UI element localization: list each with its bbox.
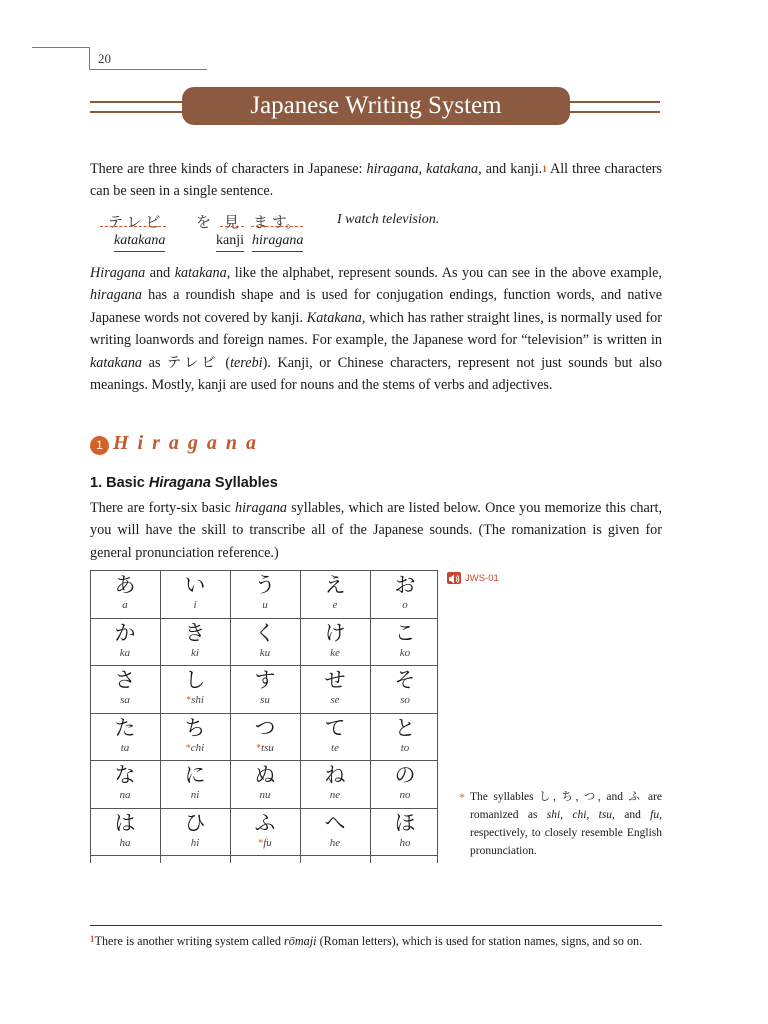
hiragana-cell (230, 713, 300, 760)
romanization: *shi (186, 694, 204, 706)
romanization: hi (190, 836, 200, 849)
romanization: so (400, 694, 410, 706)
syllables-paragraph: There are forty-six basic hiragana syllables, which are listed below. Once you memorize this chart, you will have the skill to transcribe all of the Japanese sounds. (The romanization is given for general pronunciation reference.) (90, 500, 662, 561)
hiragana-cell (160, 665, 230, 712)
hiragana-character: き (184, 620, 206, 645)
hiragana-cell (370, 713, 440, 760)
header-rule-bottom (89, 69, 207, 70)
example-translation: I watch television. (337, 212, 440, 227)
subsection-title: 1. Basic Hiragana Syllables (90, 475, 278, 491)
hiragana-character: か (114, 620, 136, 645)
hiragana-character: ね (324, 763, 346, 787)
label-hiragana: hiragana (252, 233, 303, 249)
romanization: na (119, 789, 131, 801)
romanization: to (400, 741, 410, 754)
romanization: u (262, 599, 268, 611)
hiragana-cell (90, 713, 160, 760)
example-underline-katakana (100, 226, 166, 227)
hiragana-cell (230, 760, 300, 807)
header-rule-corner (89, 47, 90, 69)
side-note: The syllables し, ち, つ, and ふ are romanized as shi, chi, tsu, and fu, respectively, to closely resemble English pronunciation. (470, 791, 662, 857)
romanization: ke (330, 646, 340, 659)
explanation-paragraph: Hiragana and katakana, like the alphabet, represent sounds. As you can see in the above example, hiragana has a roundish shape and is used for conjugation endings, function words, and native Japanese words not covered by kanji. Katakana, which has rather straight lines, is normally used for writing loanwords and foreign names. For example, the Japanese word for “television” is written in katakana as テレビ (terebi). Kanji, or Chinese characters, represent not just sounds but also meanings. Mostly, kanji are used for nouns and the stems of verbs and adjectives. (90, 265, 662, 394)
hiragana-cell (90, 570, 160, 617)
hiragana-cell (300, 808, 370, 855)
romanization: ku (259, 646, 271, 659)
hiragana-character: は (114, 810, 136, 835)
hiragana-cell (160, 808, 230, 855)
speaker-icon[interactable] (447, 572, 461, 584)
grid-row-line (90, 855, 438, 856)
hiragana-cell (300, 570, 370, 617)
romanization-star: * (185, 742, 191, 754)
hiragana-character: す (254, 668, 276, 692)
romanization: ni (190, 789, 200, 801)
hiragana-cell (300, 760, 370, 807)
example-particle: を (196, 215, 212, 231)
romanization-star: * (256, 742, 262, 754)
example-underline-hiragana (251, 226, 303, 227)
footnote-divider (90, 925, 662, 926)
romanization: ka (119, 646, 131, 659)
romanization: *fu (258, 836, 272, 849)
label-kanji: kanji (216, 233, 244, 249)
intro-paragraph: There are three kinds of characters in Japanese: hiragana, katakana, and kanji.$^1$ All three characters can be seen in a single sentence. (90, 161, 662, 200)
hiragana-character: せ (324, 668, 346, 692)
hiragana-cell (160, 618, 230, 665)
hiragana-character: へ (324, 810, 346, 835)
romanization: *chi (185, 741, 205, 754)
hiragana-character: に (184, 763, 206, 787)
header-rule-left (32, 47, 90, 48)
example-katakana: テ レ ビ (108, 215, 161, 231)
hiragana-cell (230, 665, 300, 712)
romanization: ha (119, 836, 131, 849)
hiragana-cell (160, 713, 230, 760)
hiragana-character: つ (254, 715, 276, 740)
romanization: a (122, 599, 128, 611)
hiragana-cell (90, 618, 160, 665)
romanization: te (331, 741, 339, 754)
hiragana-cell (300, 665, 370, 712)
romanization: sa (120, 694, 130, 706)
hiragana-cell (90, 760, 160, 807)
romanization: ko (399, 646, 411, 659)
label-katakana: katakana (114, 233, 165, 249)
hiragana-character: て (324, 715, 346, 740)
hiragana-character: し (184, 668, 206, 692)
romanization: no (399, 789, 411, 801)
hiragana-character: ち (184, 715, 206, 740)
hiragana-character: そ (394, 668, 416, 692)
romanization: i (193, 599, 197, 611)
example-kanji: 見 (224, 215, 240, 231)
hiragana-cell (370, 808, 440, 855)
hiragana-cell (90, 808, 160, 855)
audio-track-label[interactable]: JWS-01 (465, 573, 499, 584)
hiragana-character: ぬ (254, 763, 276, 787)
hiragana-character: う (254, 573, 276, 597)
romanization: nu (259, 789, 271, 801)
page-number: 20 (98, 51, 111, 66)
page-title: Japanese Writing System (182, 87, 570, 125)
hiragana-cell (90, 665, 160, 712)
hiragana-character: お (394, 573, 416, 597)
hiragana-chart (90, 570, 438, 866)
hiragana-character: こ (394, 620, 416, 645)
hiragana-character: な (114, 763, 136, 787)
section-title: Hiragana (113, 432, 266, 454)
section-number-badge: 1 (90, 436, 109, 455)
romanization: e (332, 599, 338, 611)
hiragana-character: あ (114, 573, 136, 597)
side-note-star: * (459, 790, 465, 804)
hiragana-character: ほ (394, 810, 416, 835)
romanization: ho (399, 836, 411, 849)
example-underline-kanji (220, 226, 244, 227)
hiragana-character: え (324, 573, 346, 597)
romanization: o (402, 599, 408, 611)
romanization: ne (329, 789, 341, 801)
banner-rule-right (566, 101, 660, 113)
hiragana-cell (370, 570, 440, 617)
hiragana-cell (230, 618, 300, 665)
romanization: su (260, 694, 270, 706)
romanization-star: * (258, 837, 264, 849)
hiragana-character: く (254, 620, 276, 645)
romanization: *tsu (256, 741, 274, 754)
romanization: se (330, 694, 340, 706)
hiragana-character: さ (114, 668, 136, 692)
romanization-star: * (186, 695, 192, 706)
hiragana-cell (370, 618, 440, 665)
hiragana-cell (230, 808, 300, 855)
hiragana-character: い (184, 573, 206, 597)
romanization: ki (191, 646, 199, 659)
hiragana-cell (300, 713, 370, 760)
hiragana-cell (160, 760, 230, 807)
footnote-marker: 1 (542, 164, 547, 174)
romanization: ta (120, 741, 130, 754)
hiragana-character: の (394, 763, 416, 787)
hiragana-character: た (114, 715, 136, 740)
hiragana-cell (230, 570, 300, 617)
hiragana-cell (370, 665, 440, 712)
banner-rule-left (90, 101, 186, 113)
hiragana-cell (300, 618, 370, 665)
hiragana-cell (160, 570, 230, 617)
example-hiragana: ま す。 (253, 215, 301, 231)
hiragana-character: ふ (254, 810, 276, 835)
hiragana-cell (370, 760, 440, 807)
page-footnote: $^1$There is another writing system called rōmaji (Roman letters), which is used for station names, signs, and so on. (90, 934, 643, 948)
hiragana-character: と (394, 715, 416, 740)
hiragana-character: け (324, 620, 346, 645)
hiragana-character: ひ (184, 810, 206, 835)
romanization: he (329, 836, 341, 849)
